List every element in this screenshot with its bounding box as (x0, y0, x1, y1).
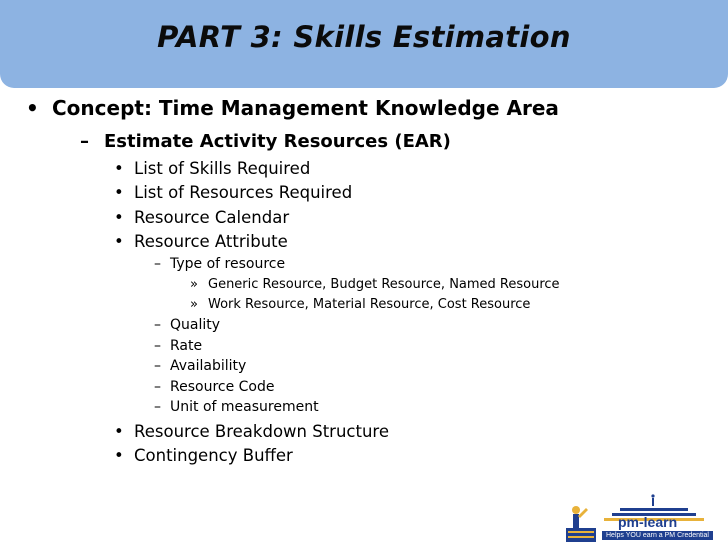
list-item-text: Availability (170, 358, 247, 374)
bullet-marker: • (26, 96, 39, 120)
bullet-ear-text: Estimate Activity Resources (EAR) (104, 131, 451, 152)
chevron-marker: » (190, 277, 198, 292)
bullet-marker: • (114, 183, 124, 202)
dash-marker: – (154, 379, 161, 395)
slide-title: PART 3: Skills Estimation (157, 20, 571, 54)
bullet-concept-text: Concept: Time Management Knowledge Area (52, 96, 559, 120)
bullet-marker: • (114, 159, 124, 178)
bullet-marker: • (114, 446, 124, 465)
title-bar (0, 0, 728, 88)
logo-tagline: Helps YOU earn a PM Credential (602, 531, 713, 540)
list-item-text: List of Skills Required (134, 159, 311, 178)
dash-marker: – (154, 256, 161, 272)
list-item-text: Resource Breakdown Structure (134, 422, 389, 441)
list-item-text: Resource Code (170, 379, 275, 395)
list-item-text: Generic Resource, Budget Resource, Named Resource (208, 277, 560, 292)
list-item-text: Contingency Buffer (134, 446, 293, 465)
list-item-text: Quality (170, 317, 221, 333)
bullet-marker: • (114, 232, 124, 251)
bullet-marker: • (114, 422, 124, 441)
dash-marker: – (154, 358, 161, 374)
list-item-text: Rate (170, 338, 203, 354)
dash-marker: – (154, 338, 161, 354)
list-item-text: List of Resources Required (134, 183, 353, 202)
list-item-text: Resource Attribute (134, 232, 288, 251)
dash-marker: – (154, 317, 161, 333)
list-item-text: Work Resource, Material Resource, Cost Resource (208, 297, 531, 312)
chevron-marker: » (190, 297, 198, 312)
list-item-text: Unit of measurement (170, 399, 319, 415)
list-item-text: Type of resource (170, 256, 286, 272)
list-item-text: Resource Calendar (134, 208, 290, 227)
logo-name: pm-learn (618, 514, 678, 530)
dash-marker: – (154, 399, 161, 415)
dash-marker: – (80, 131, 89, 152)
bullet-marker: • (114, 208, 124, 227)
